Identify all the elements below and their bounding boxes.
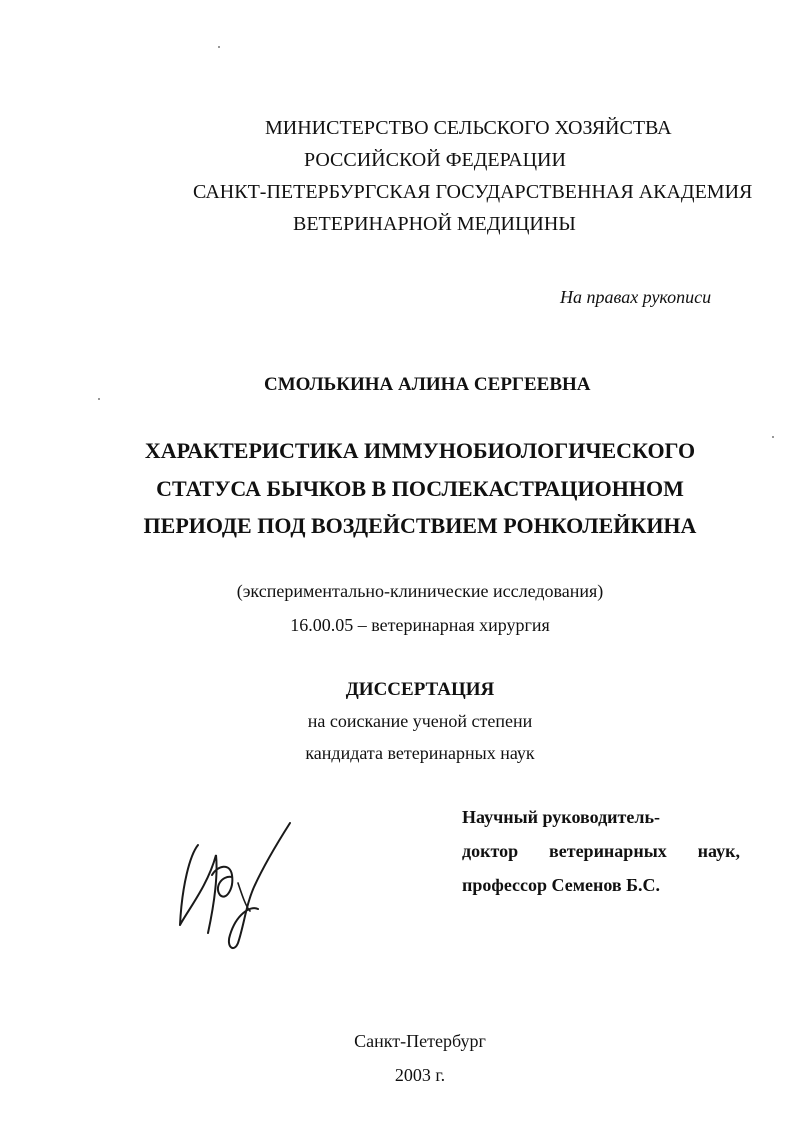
academy-line-1: САНКТ-ПЕТЕРБУРГСКАЯ ГОСУДАРСТВЕННАЯ АКАДЕМИЯ [193, 181, 753, 203]
city: Санкт-Петербург [354, 1031, 486, 1051]
degree-line-1: на соискание ученой степени [307, 711, 533, 731]
thesis-title-line-2: СТАТУСА БЫЧКОВ В ПОСЛЕКАСТРАЦИОННОМ [156, 476, 684, 501]
scan-speck [218, 46, 220, 48]
ministry-line-2: РОССИЙСКОЙ ФЕДЕРАЦИИ [304, 149, 566, 171]
academy-line-2: ВЕТЕРИНАРНОЙ МЕДИЦИНЫ [293, 213, 576, 235]
handwritten-signature [168, 815, 308, 955]
thesis-title-line-1: ХАРАКТЕРИСТИКА ИММУНОБИОЛОГИЧЕСКОГО [144, 438, 696, 463]
supervisor-line-3: профессор Семенов Б.С. [462, 875, 661, 895]
manuscript-rights-note: На правах рукописи [560, 287, 712, 307]
dissertation-label: ДИССЕРТАЦИЯ [345, 679, 495, 700]
specialty-code: 16.00.05 – ветеринарная хирургия [290, 615, 550, 635]
scan-speck [772, 436, 774, 438]
scan-speck [98, 398, 100, 400]
year: 2003 г. [394, 1065, 446, 1085]
ministry-line-1: МИНИСТЕРСТВО СЕЛЬСКОГО ХОЗЯЙСТВА [265, 117, 672, 139]
author-name: СМОЛЬКИНА АЛИНА СЕРГЕЕВНА [264, 374, 591, 395]
research-type: (экспериментально-клинические исследования) [236, 581, 604, 601]
supervisor-line-2: доктор ветеринарных наук, [462, 841, 740, 861]
degree-line-2: кандидата ветеринарных наук [305, 743, 535, 763]
supervisor-line-1: Научный руководитель- [462, 807, 660, 827]
thesis-title-line-3: ПЕРИОДЕ ПОД ВОЗДЕЙСТВИЕМ РОНКОЛЕЙКИНА [143, 513, 697, 538]
